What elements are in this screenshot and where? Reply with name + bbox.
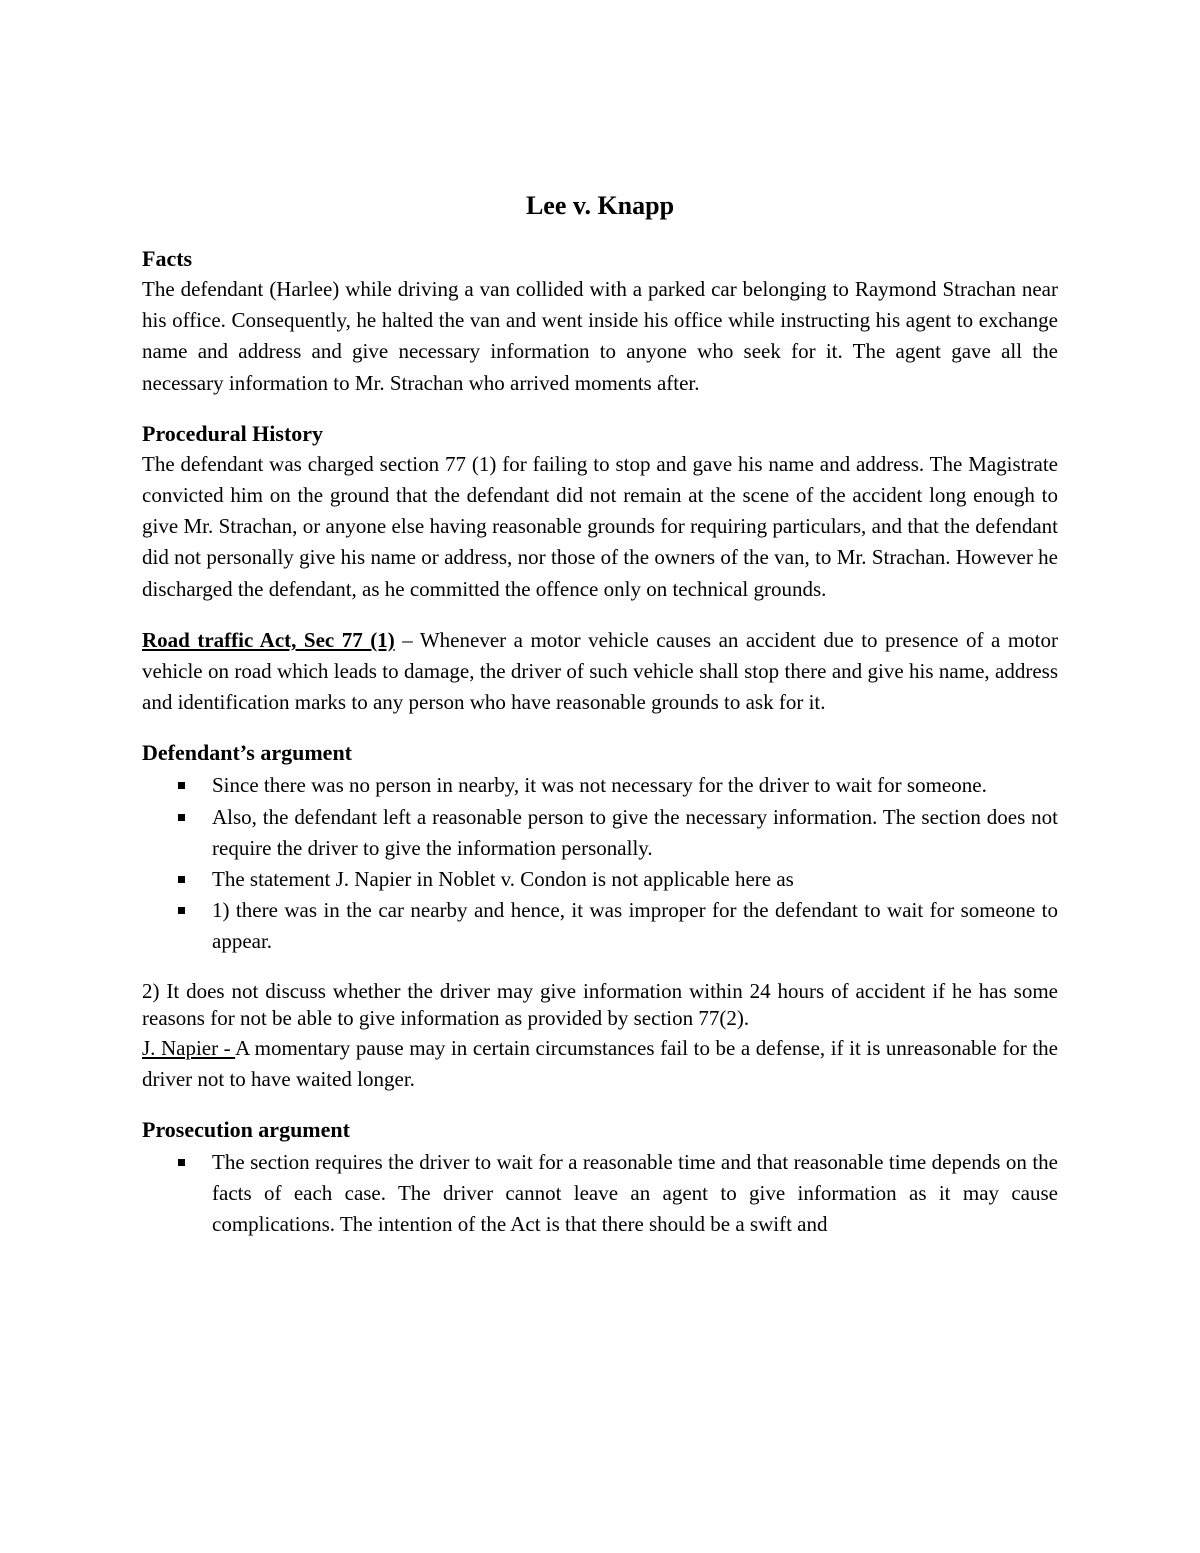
defendant-argument-list xyxy=(142,770,1058,957)
square-bullet-icon xyxy=(178,876,185,883)
list-item: The statement J. Napier in Noblet v. Condon is not applicable here as xyxy=(212,864,1058,895)
prosecution-argument-heading: Prosecution argument xyxy=(142,1117,350,1143)
facts-section xyxy=(142,244,1058,399)
square-bullet-icon xyxy=(178,814,185,821)
square-bullet-icon xyxy=(178,907,185,914)
procedural-history-heading: Procedural History xyxy=(142,420,324,446)
square-bullet-icon xyxy=(178,1159,185,1166)
procedural-history-section xyxy=(142,419,1058,605)
road-traffic-text: – Whenever a motor vehicle causes an accident due to presence of a motor vehicle on road which leads to damage, the driver of such vehicle shall stop there and give his name, address and identification marks to any person who have reasonable grounds to ask for it. xyxy=(142,627,1058,715)
defendant-argument-section xyxy=(142,738,1058,957)
napier-label: J. Napier - xyxy=(142,1035,236,1060)
prosecution-argument-section xyxy=(142,1115,1058,1241)
road-traffic-paragraph xyxy=(142,625,1058,719)
list-item: The section requires the driver to wait for a reasonable time and that reasonable time depends on the facts of each case. The driver cannot leave an agent to give information as it may cause complications. The intention of the Act is that there should be a swift and xyxy=(212,1147,1058,1241)
road-traffic-section xyxy=(142,625,1058,719)
napier-text: A momentary pause may in certain circumstances fail to be a defense, if it is unreasonable for the driver not to have waited longer. xyxy=(142,1035,1058,1091)
document-title: Lee v. Knapp xyxy=(525,191,675,220)
square-bullet-icon xyxy=(178,782,185,789)
list-item: Also, the defendant left a reasonable person to give the necessary information. The section does not require the driver to give the information personally. xyxy=(212,802,1058,864)
defendant-argument-continued xyxy=(142,978,1058,1095)
prosecution-argument-list xyxy=(142,1147,1058,1241)
list-item: Since there was no person in nearby, it was not necessary for the driver to wait for someone. xyxy=(212,770,1058,801)
napier-paragraph xyxy=(142,1033,1058,1095)
defendant-argument-heading: Defendant’s argument xyxy=(142,740,352,766)
road-traffic-label: Road traffic Act, Sec 77 (1) xyxy=(142,627,395,652)
point-two-text: 2) It does not discuss whether the driver may give information within 24 hours of accident if he has some reasons for not be able to give information as provided by section 77(2). xyxy=(142,978,1058,1031)
procedural-history-text: The defendant was charged section 77 (1) for failing to stop and gave his name and address. The Magistrate convicted him on the ground that the defendant did not remain at the scene of the accident long enough to give Mr. Strachan, or anyone else having reasonable grounds for requiring particulars, and that the defendant did not personally give his name or address, nor those of the owners of the van, to Mr. Strachan. However he discharged the defendant, as he committed the offence only on technical grounds. xyxy=(142,451,1058,601)
facts-text: The defendant (Harlee) while driving a van collided with a parked car belonging to Raymond Strachan near his office. Consequently, he halted the van and went inside his office while instructing his agent to exchange name and address and give necessary information to anyone who seek for it. The agent gave all the necessary information to Mr. Strachan who arrived moments after. xyxy=(142,277,1058,395)
list-item: 1) there was in the car nearby and hence, it was improper for the defendant to wait for someone to appear. xyxy=(212,895,1058,957)
facts-heading: Facts xyxy=(142,246,193,271)
